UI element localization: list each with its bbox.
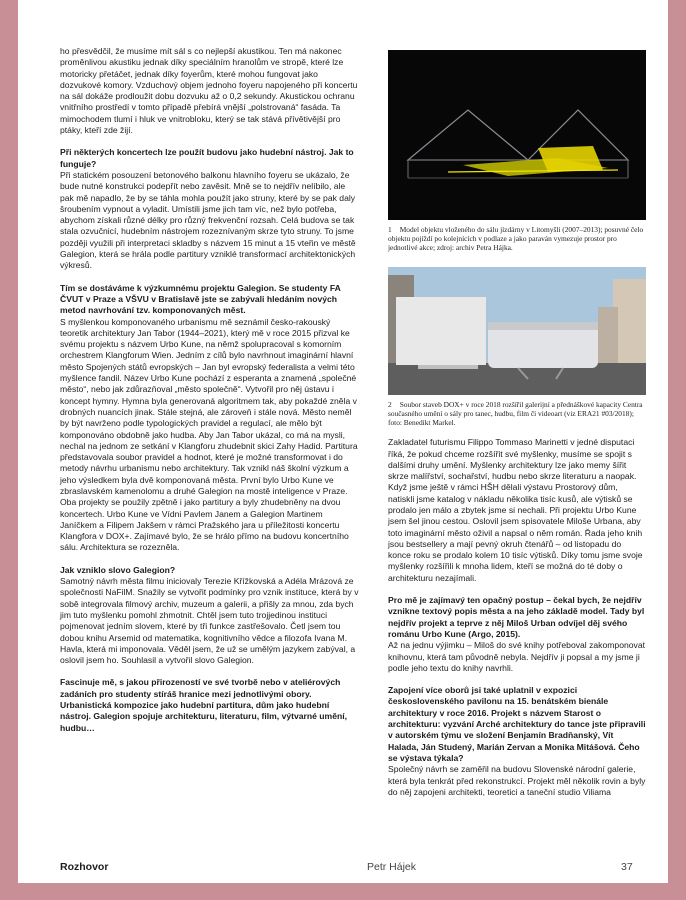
paragraph: S myšlenkou komponovaného urbanismu mě seznámil česko-rakouský teoretik architektury Jan Tabor (1944–2021), který mě v roce 2015 přizval ke svému projektu s názvem Urbo Kune, na němž spolupracoval s komorním orchestrem Klangforum Wien. Jedním z cílů bylo navrhnout imaginární hlavní město Spojených států evropských – Jan byl evropský federalista a velmi této myšlence fandil. Název Urbo Kune pochází z esperanta a znamená „společné město“, nebo jak zdůrazňoval „město společně“. Vytvořil pro něj ústavu i koncept hymny. Hymna byla generovaná algoritmem tak, aby pokaždé zněla v drobných nuancích jinak. Stále stejná, ale zároveň i stále nová. Město neměl by být navrženo podle typologických pravidel a regulací, ale mělo být komponováno obdobně jako hudba. Aby Jan Tabor ukázal, co má na mysli, nechal na jednom ze setkání v Klangforu zhudebnit skici Zahy Hadid. Partitura představovala soubor pravidel a hodnot, které je možné transformovat i do metody návrhu urbanismu nebo architektury. Tak vznikl náš školní výzkum a jeho výsledkem byla dvě komponovaná města. První bylo Urbo Kune ve zbraslavském kamenolomu a druhé Galegion na mostě inteligence v Praze. Oba projekty se použily zpětně i jako partitury a byly zhudebněny na dvou koncertech. Urbo Kune ve Vídni Pavlem Janem a Galegion Martinem Janíčkem a Filipem Jakšem v rámci Pražského jara u příležitosti koncertu Klangfora v DOX+. Zajímavé bylo, že se hrálo přímo na budovu koncertního sálu. Architektura se rozezněla.	[60, 316, 358, 553]
caption-text: Model objektu vloženého do sálu jízdárny v Litomyšli (2007–2013); posuvné čelo objektu pojíždí po kolejnících v podlaze a jako paraván vymezuje prostor pro jednotlivé akce; zdroj: archiv Petra Hájka.	[388, 225, 644, 253]
question-block	[60, 677, 360, 733]
question-block	[388, 685, 646, 764]
page-number: 37	[621, 861, 633, 873]
photo-dox-plus	[388, 267, 646, 395]
paragraph: ho přesvědčil, že musíme mít sál s co nejlepší akustikou. Ten má nakonec proměnlivou akustiku jednak díky speciálním hranolům ve stropě, které lze motoricky přetáčet, jednak díky foyerům, které mohou fungovat jako dozvukové komory. Vzduchový objem jednoho foyeru napojeného při koncertu na sál dokáže prodloužit dobu dozvuku až o 0,2 sekundy. Akustickou ochranu vnitřního prostředí v tomto případě přebírá vnější „polstrovaná“ fasáda. Ta mimochodem tlumí i hluk ve vnitrobloku, který se tak stává přívětivější pro ptáky, kteří zde žijí.	[60, 46, 358, 136]
paragraph: Až na jednu výjimku – Miloš do své knihy potřeboval zakomponovat knihovnu, která tam původně nebyla. Nejdřív ji popsal a my jsme ji podle jeho textu do knihy navrhli.	[388, 640, 645, 673]
interview-question: Jak vzniklo slovo Galegion?	[60, 564, 176, 575]
interview-question: Fascinuje mě, s jakou přirozeností ve své tvorbě nebo v ateliérových zadáních pro studenty stíráš hranice mezi jednotlivými obory. Urbanistická kompozice jako hudební partitura, dům jako hudební nástroj. Galegion spojuje architekturu, literaturu, film, výtvarné umění, hudbu…	[60, 677, 348, 733]
footer-section-name: Rozhovor	[60, 861, 109, 873]
caption-number: 2	[388, 399, 392, 409]
caption-1	[388, 225, 646, 253]
question-block	[388, 595, 646, 640]
paragraph: Zakladatel futurismu Filippo Tommaso Marinetti v jedné disputaci říká, že pokud chceme rozšířit své myšlenky, musíme se spojit s dalšími druhy umění. Myšlenky architektury lze jako memy šířit skrze malířství, sochařství, hudbu nebo skrze literaturu a naopak. Když jsme ještě v rámci HŠH dělali výstavu Prostorový dům, natiskli jsme katalog v nákladu několika tisíc kusů, ale výtisků se prodalo jen málo a zbytek jsme si nechali. Při projektu Urbo Kune jsem šel jinou cestou. Oslovil jsem spisovatele Miloše Urbana, aby toto imaginární město oživil a napsal o něm román. Řada jeho knih jsou bestsellery a mají pevný okruh čtenářů – od listopadu do konce roku se prodalo kolem 10 tisíc výtisků. Díky tomu jsme svoje myšlenky rozšířili k mnoha lidem, kteří se možná do té doby o architekturu nezajímali.	[388, 437, 643, 583]
question-block	[60, 283, 360, 317]
right-column	[388, 46, 646, 809]
interview-question: Zapojení více oborů jsi také uplatnil v expozici československého pavilonu na 15. benátském bienále architektury v roce 2016. Projekt s názvem Starost o architekturu: vyzvání Arché architektury do tance jste připravili v autorském týmu ve složení Benjamín Bradňanský, Vít Halada, Ján Studený, Marián Zervan a Monika Mitášová. Čeho se výstava týkala?	[388, 685, 646, 763]
footer-author: Petr Hájek	[367, 861, 417, 873]
magazine-page	[18, 0, 668, 883]
paragraph: Při statickém posouzení betonového balkonu hlavního foyeru se ukázalo, že bude nutné konstrukci podepřít nebo zavěsit. Mně se to nejdřív nelíbilo, ale pak mě napadlo, že by se táhla mohla použít jako struny, které by se pak daly šroubením vypnout a vyladit. Umístili jsme jich tam víc, než bylo potřeba, abychom získali různé délky pro různý frekvenční rozsah. Celá budova se tak stala ozvučnicí, hudebním nástrojem rozeznívaným skrze tyto struny. To jsme později využili při interpretaci skladby s názvem 15 minut a 15 vteřin ve městě Galegion, která se hrála podle partitury vzniklé transformací architektonických výkresů.	[60, 169, 356, 271]
building-illustration	[388, 267, 646, 395]
photo-model-litomysl	[388, 50, 646, 220]
question-block	[60, 565, 360, 576]
model-illustration	[388, 50, 646, 220]
caption-2	[388, 400, 646, 428]
caption-text: Soubor staveb DOX+ v roce 2018 rozšířil galerijní a přednáškové kapacity Centra současného umění o sály pro tanec, hudbu, film či videoart (viz ERA21 #03/2018); foto: Benedikt Markel.	[388, 399, 643, 428]
interview-question: Při některých koncertech lze použít budovu jako hudební nástroj. Jak to funguje?	[60, 147, 354, 169]
left-column	[60, 46, 360, 745]
question-block	[60, 147, 360, 170]
paragraph: Společný návrh se zaměřil na budovu Slovenské národní galerie, která byla tenkrát před rekonstrukcí. Projekt měl několik rovin a byly do něj zapojeni architekti, teoretici a taneční studio Viliama	[388, 764, 646, 797]
interview-question: Pro mě je zajímavý ten opačný postup – čekal bych, že nejdřív vznikne textový popis města a na jeho základě model. Tady byl nejdřív projekt a teprve z něj Miloš Urban odvíjel děj svého románu Urbo Kune (Argo, 2015).	[388, 595, 645, 639]
paragraph: Samotný návrh města filmu iniciovaly Terezie Křížkovská a Adéla Mrázová ze společnosti NaFilM. Snažily se vytvořit podmínky pro vznik instituce, která by v sobě integrovala filmový archiv, muzeum a galerii, a přišly za mnou, zda bych jim tuto myšlenku pomohl zhmotnit. Chtěl jsem tuto trojjedinou instituci pojmenovat jedním slovem, které by tři funkce zastřešovalo. Četl jsem tou dobou knihu Arsemid od matematika, kognitivního vědce a filozofa Ivana M. Havla, která mi imponovala. Věděl jsem, že už se umělým jazykem zabýval, a oslovil jsem ho. Souhlasil a vytvořil slovo Galegion.	[60, 576, 359, 666]
interview-question: Tím se dostáváme k výzkumnému projektu Galegion. Se studenty FA ČVUT v Praze a VŠVU v Bratislavě jste se zabývali hledáním nových metod navrhování tzv. komponovaných měst.	[60, 282, 341, 316]
caption-number: 1	[388, 225, 392, 234]
